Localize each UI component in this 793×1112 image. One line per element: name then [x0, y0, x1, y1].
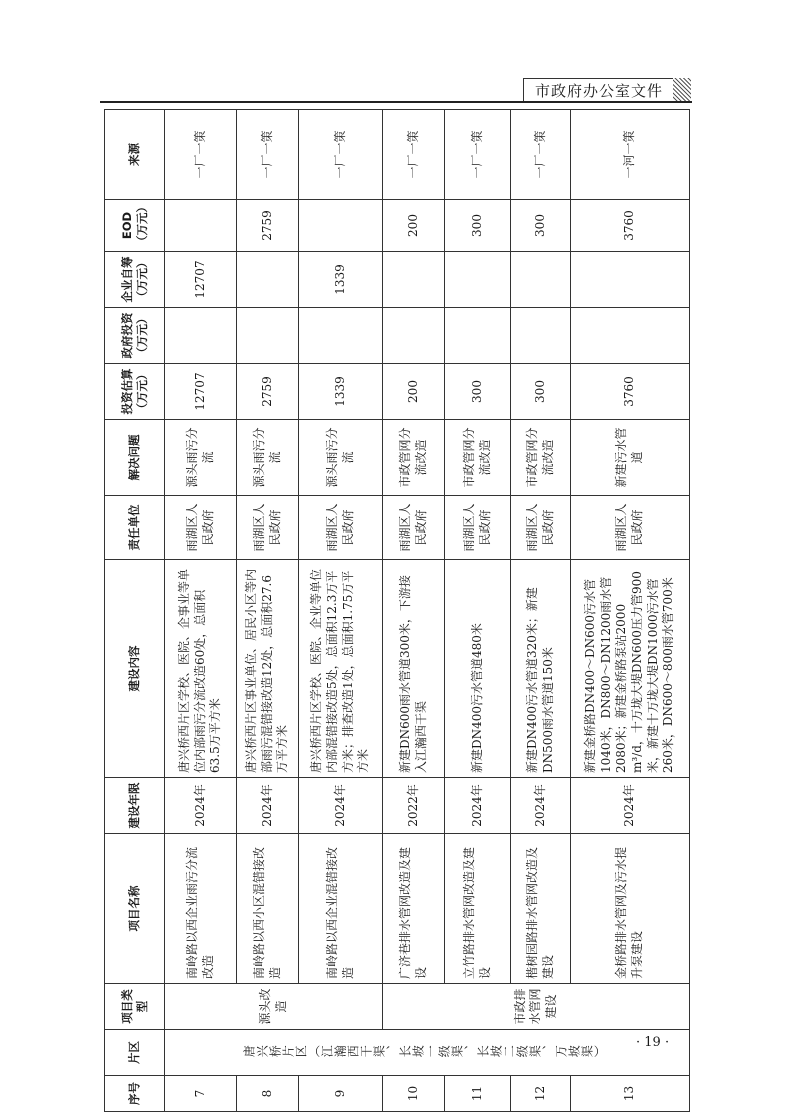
source: 一河一策	[571, 110, 690, 200]
build-year: 2024年	[571, 778, 690, 834]
header-cell: 项目类型	[105, 984, 165, 1030]
row-number: 13	[571, 1076, 690, 1112]
investment-estimate: 1339	[299, 364, 383, 420]
header-cell: EOD（万元）	[105, 200, 165, 252]
eod-amount: 200	[383, 200, 445, 252]
header-cell: 项目名称	[105, 834, 165, 984]
row-number: 10	[383, 1076, 445, 1112]
self-raised-funds: 1339	[299, 252, 383, 308]
header-cell: 政府投资（万元）	[105, 308, 165, 364]
responsible-unit: 雨湖区人民政府	[445, 496, 511, 560]
source: 一厂一策	[511, 110, 571, 200]
eod-amount: 300	[445, 200, 511, 252]
responsible-unit: 雨湖区人民政府	[237, 496, 299, 560]
source: 一厂一策	[445, 110, 511, 200]
table-row	[165, 110, 237, 1112]
project-name: 南岭路以西企业雨污分流改造	[165, 834, 237, 984]
document-header-title: 市政府办公室文件	[523, 78, 675, 102]
row-number: 7	[165, 1076, 237, 1112]
investment-estimate: 300	[445, 364, 511, 420]
header-cell: 建设内容	[105, 560, 165, 778]
project-table	[104, 109, 690, 1112]
eod-amount: 300	[511, 200, 571, 252]
project-type-cell: 市政排水管网建设	[383, 984, 690, 1030]
government-investment	[445, 308, 511, 364]
project-name: 南岭路以西小区混错接改造	[237, 834, 299, 984]
page-number: · 19 ·	[636, 1035, 670, 1050]
responsible-unit: 雨湖区人民政府	[511, 496, 571, 560]
project-name: 南岭路以西企业混错接改造	[299, 834, 383, 984]
source: 一厂一策	[299, 110, 383, 200]
header-cell: 来源	[105, 110, 165, 200]
build-content: 唐兴桥西片区学校、医院、企业等单位内部混错接改造5处，总面积12.3万平方米；排查改造1处，总面积1.75万平方米	[299, 560, 383, 778]
source: 一厂一策	[165, 110, 237, 200]
self-raised-funds	[383, 252, 445, 308]
government-investment	[165, 308, 237, 364]
self-raised-funds	[571, 252, 690, 308]
header-cell: 建设年限	[105, 778, 165, 834]
responsible-unit: 雨湖区人民政府	[299, 496, 383, 560]
table-row	[511, 110, 571, 1112]
government-investment	[511, 308, 571, 364]
build-year: 2024年	[299, 778, 383, 834]
investment-estimate: 300	[511, 364, 571, 420]
government-investment	[571, 308, 690, 364]
build-content: 唐兴桥西片区学校、医院、企事业等单位内部雨污分流改造60处，总面积63.5万平方米	[165, 560, 237, 778]
project-name: 立竹路排水管网改造及建设	[445, 834, 511, 984]
issue-solved: 源头雨污分流	[165, 420, 237, 496]
self-raised-funds: 12707	[165, 252, 237, 308]
source: 一厂一策	[237, 110, 299, 200]
issue-solved: 市政管网分流改造	[445, 420, 511, 496]
build-year: 2022年	[383, 778, 445, 834]
issue-solved: 源头雨污分流	[237, 420, 299, 496]
header-cell: 序号	[105, 1076, 165, 1112]
build-content: 新建金桥路DN400～DN600污水管1040米，DN800～DN1200雨水管2080米；新建金桥路泵站2000 m³/d，十万垅大堤DN600压力管900米，新建十万垅大堤DN1000污水管260米，DN600～800雨水管700米	[571, 560, 690, 778]
build-content: 唐兴桥西片区事业单位、居民小区等内部雨污混错接改造12处，总面积27.6万平方米	[237, 560, 299, 778]
issue-solved: 源头雨污分流	[299, 420, 383, 496]
project-name: 金桥路排水管网及污水提升泵建设	[571, 834, 690, 984]
header-cell: 企业自筹（万元）	[105, 252, 165, 308]
rotated-table-container	[104, 110, 689, 1112]
table-row	[383, 110, 445, 1112]
header-cell: 投资估算（万元）	[105, 364, 165, 420]
build-content: 新建DN400污水管道320米；新建DN500雨水管道150米	[511, 560, 571, 778]
row-number: 12	[511, 1076, 571, 1112]
build-year: 2024年	[445, 778, 511, 834]
responsible-unit: 雨湖区人民政府	[165, 496, 237, 560]
table-row	[237, 110, 299, 1112]
project-name: 广济巷排水管网改造及建设	[383, 834, 445, 984]
eod-amount: 2759	[237, 200, 299, 252]
self-raised-funds	[237, 252, 299, 308]
self-raised-funds	[445, 252, 511, 308]
eod-amount	[165, 200, 237, 252]
build-year: 2024年	[165, 778, 237, 834]
table-row	[299, 110, 383, 1112]
table-row	[571, 110, 690, 1112]
header-hatch-decoration	[673, 78, 691, 102]
eod-amount: 3760	[571, 200, 690, 252]
investment-estimate: 3760	[571, 364, 690, 420]
area-cell: 唐兴桥片区（江瀚西干渠、长坡一级渠、长坡二级渠、万坡渠）	[165, 1030, 690, 1076]
issue-solved: 新建污水管道	[571, 420, 690, 496]
issue-solved: 市政管网分流改造	[383, 420, 445, 496]
project-type-cell: 源头改造	[165, 984, 383, 1030]
build-year: 2024年	[237, 778, 299, 834]
header-cell: 责任单位	[105, 496, 165, 560]
investment-estimate: 12707	[165, 364, 237, 420]
source: 一厂一策	[383, 110, 445, 200]
investment-estimate: 200	[383, 364, 445, 420]
project-name: 楷树园路排水管网改造及建设	[511, 834, 571, 984]
row-number: 11	[445, 1076, 511, 1112]
eod-amount	[299, 200, 383, 252]
responsible-unit: 雨湖区人民政府	[571, 496, 690, 560]
build-content: 新建DN400污水管道480米	[445, 560, 511, 778]
self-raised-funds	[511, 252, 571, 308]
build-content: 新建DN600雨水管道300米，下游接入江瀚西干渠	[383, 560, 445, 778]
table-header-row	[105, 110, 165, 1112]
row-number: 9	[299, 1076, 383, 1112]
government-investment	[299, 308, 383, 364]
issue-solved: 市政管网分流改造	[511, 420, 571, 496]
header-rule	[100, 101, 692, 103]
row-number: 8	[237, 1076, 299, 1112]
header-cell: 解决问题	[105, 420, 165, 496]
table-row	[445, 110, 511, 1112]
government-investment	[237, 308, 299, 364]
responsible-unit: 雨湖区人民政府	[383, 496, 445, 560]
government-investment	[383, 308, 445, 364]
investment-estimate: 2759	[237, 364, 299, 420]
header-cell: 片区	[105, 1030, 165, 1076]
build-year: 2024年	[511, 778, 571, 834]
